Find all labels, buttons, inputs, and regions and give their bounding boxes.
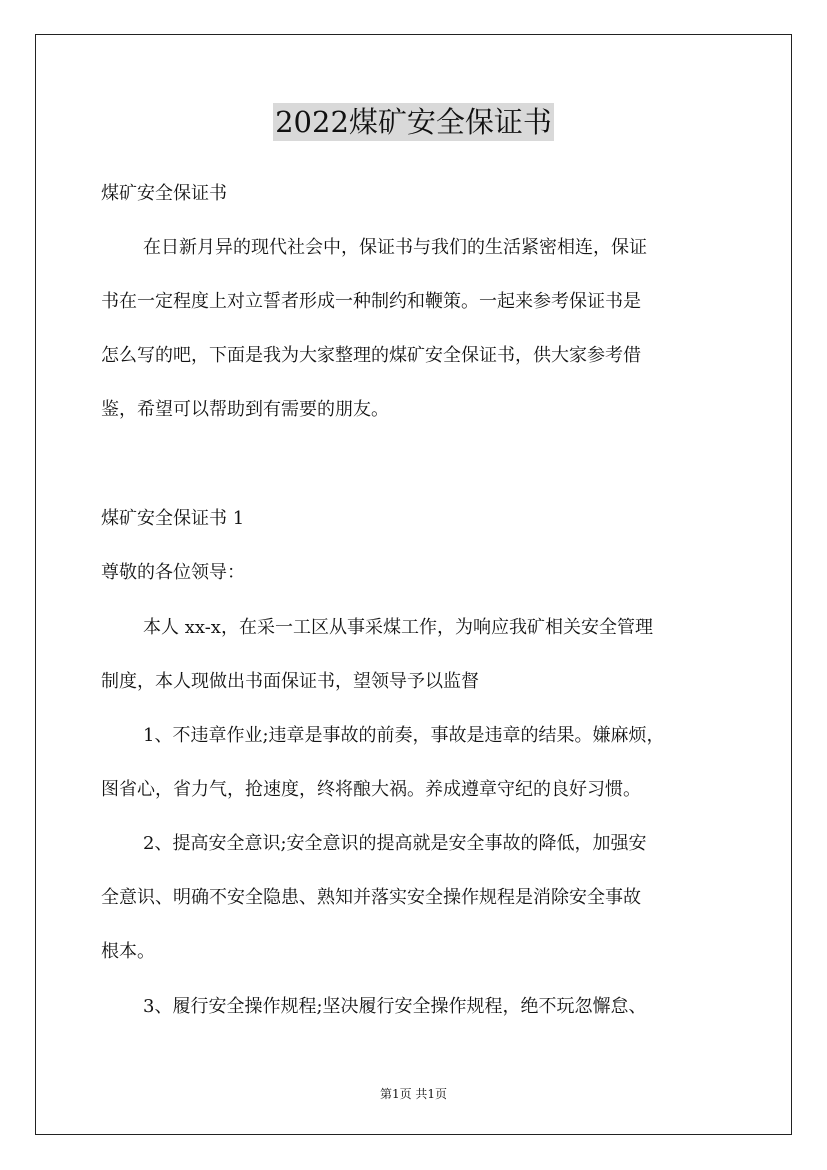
salutation-line: 尊敬的各位领导： [101, 562, 245, 583]
paragraph-line: 鉴，希望可以帮助到有需要的朋友。 [101, 399, 389, 420]
document-title: 2022煤矿安全保证书 [275, 105, 552, 139]
paragraph-line: 本人 xx-x，在采一工区从事采煤工作，为响应我矿相关安全管理 [143, 617, 653, 638]
list-item-line: 根本。 [101, 941, 155, 962]
list-item-line: 全意识、明确不安全隐患、熟知并落实安全操作规程是消除安全事故 [101, 887, 641, 908]
list-item-line: 1、不违章作业;违章是事故的前奏，事故是违章的结果。嫌麻烦， [143, 725, 665, 746]
section-heading: 煤矿安全保证书 1 [101, 508, 245, 529]
heading-line: 煤矿安全保证书 [101, 183, 227, 204]
list-item-line: 3、履行安全操作规程;坚决履行安全操作规程，绝不玩忽懈怠、 [143, 996, 647, 1017]
document-title-wrap [0, 103, 827, 141]
paragraph-line: 制度，本人现做出书面保证书，望领导予以监督 [101, 671, 479, 692]
paragraph-line: 怎么写的吧，下面是我为大家整理的煤矿安全保证书，供大家参考借 [101, 345, 641, 366]
paragraph-line: 书在一定程度上对立誓者形成一种制约和鞭策。一起来参考保证书是 [101, 291, 641, 312]
paragraph-line: 在日新月异的现代社会中，保证书与我们的生活紧密相连，保证 [143, 237, 647, 258]
list-item-line: 2、提高安全意识;安全意识的提高就是安全事故的降低，加强安 [143, 833, 647, 854]
page-number-footer: 第1页 共1页 [379, 1087, 448, 1101]
list-item-line: 图省心，省力气，抢速度，终将酿大祸。养成遵章守纪的良好习惯。 [101, 779, 641, 800]
